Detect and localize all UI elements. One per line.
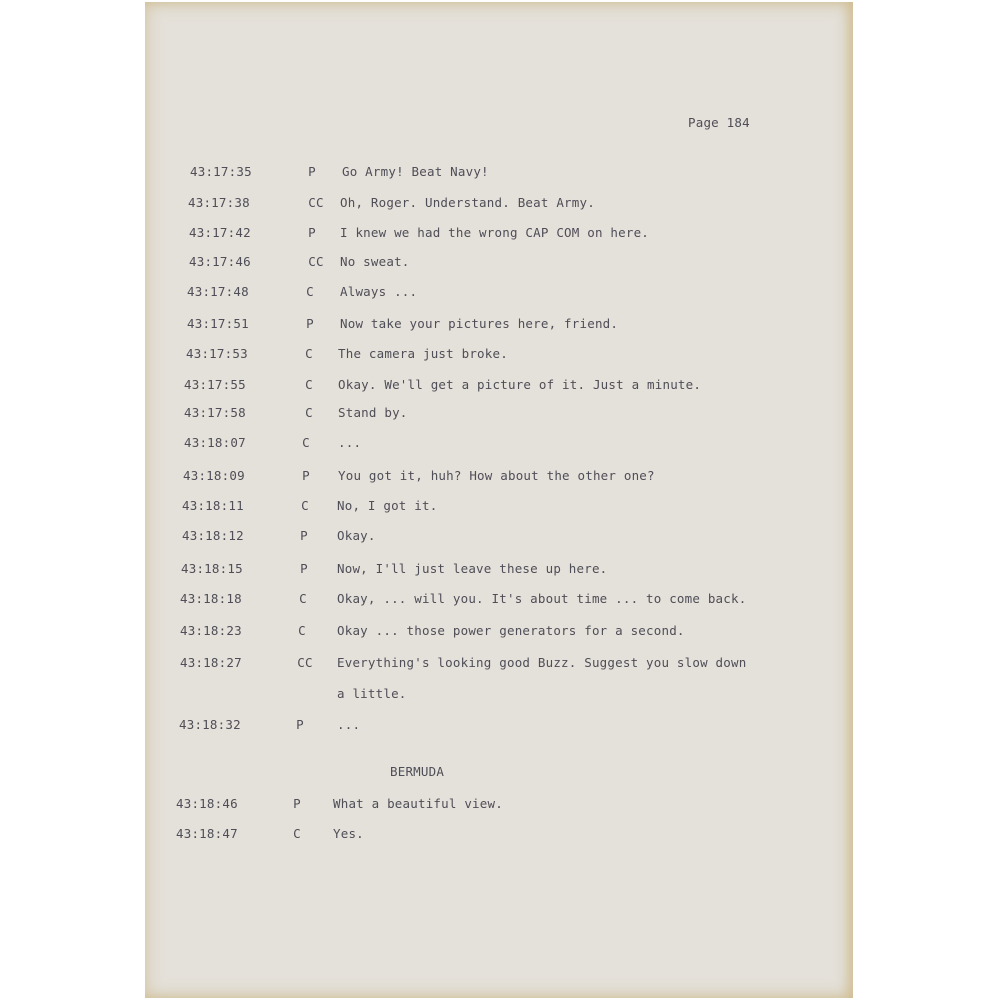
section-heading: BERMUDA — [390, 764, 445, 779]
entry-time: 43:18:46 — [176, 796, 238, 811]
entry-text: ... — [338, 435, 362, 450]
entry-text: Okay. We'll get a picture of it. Just a minute. — [338, 377, 702, 392]
entry-text: I knew we had the wrong CAP COM on here. — [340, 225, 650, 240]
entry-speaker: P — [308, 164, 316, 179]
entry-speaker: C — [305, 377, 313, 392]
entry-time: 43:18:15 — [181, 561, 243, 576]
entry-text: Stand by. — [338, 405, 408, 420]
entry-speaker: P — [296, 717, 304, 732]
entry-text: Okay. — [337, 528, 376, 543]
entry-speaker: P — [300, 528, 308, 543]
entry-speaker: C — [298, 623, 306, 638]
entry-time: 43:17:35 — [190, 164, 252, 179]
entry-speaker: P — [306, 316, 314, 331]
entry-speaker: P — [293, 796, 301, 811]
page-number: Page 184 — [688, 115, 750, 130]
entry-text: Everything's looking good Buzz. Suggest you slow down — [337, 655, 747, 670]
entry-speaker: C — [299, 591, 307, 606]
entry-text: ... — [337, 717, 361, 732]
entry-text: Oh, Roger. Understand. Beat Army. — [340, 195, 595, 210]
entry-time: 43:18:47 — [176, 826, 238, 841]
entry-time: 43:17:42 — [189, 225, 251, 240]
entry-text: Go Army! Beat Navy! — [342, 164, 489, 179]
entry-speaker: P — [308, 225, 316, 240]
entry-speaker: C — [293, 826, 301, 841]
entry-text: The camera just broke. — [338, 346, 508, 361]
entry-text: Okay ... those power generators for a second. — [337, 623, 685, 638]
entry-speaker: P — [302, 468, 310, 483]
entry-text: Now take your pictures here, friend. — [340, 316, 619, 331]
entry-text: Yes. — [333, 826, 364, 841]
entry-time: 43:17:48 — [187, 284, 249, 299]
entry-text: No sweat. — [340, 254, 410, 269]
entry-time: 43:17:51 — [187, 316, 249, 331]
entry-time: 43:17:46 — [189, 254, 251, 269]
entry-speaker: C — [305, 346, 313, 361]
entry-speaker: C — [302, 435, 310, 450]
entry-text: Always ... — [340, 284, 418, 299]
entry-time: 43:18:12 — [182, 528, 244, 543]
entry-time: 43:18:18 — [180, 591, 242, 606]
entry-time: 43:17:53 — [186, 346, 248, 361]
entry-time: 43:18:23 — [180, 623, 242, 638]
entry-time: 43:18:07 — [184, 435, 246, 450]
entry-time: 43:18:27 — [180, 655, 242, 670]
entry-text: Now, I'll just leave these up here. — [337, 561, 608, 576]
entry-time: 43:17:38 — [188, 195, 250, 210]
entry-time: 43:18:32 — [179, 717, 241, 732]
transcript-page — [145, 2, 853, 998]
entry-time: 43:17:55 — [184, 377, 246, 392]
entry-continuation: a little. — [337, 686, 407, 701]
entry-text: You got it, huh? How about the other one? — [338, 468, 655, 483]
entry-text: No, I got it. — [337, 498, 438, 513]
entry-time: 43:17:58 — [184, 405, 246, 420]
entry-text: What a beautiful view. — [333, 796, 503, 811]
entry-speaker: CC — [308, 254, 324, 269]
entry-speaker: C — [301, 498, 309, 513]
entry-speaker: C — [305, 405, 313, 420]
entry-speaker: C — [306, 284, 314, 299]
entry-speaker: CC — [308, 195, 324, 210]
entry-time: 43:18:11 — [182, 498, 244, 513]
entry-speaker: P — [300, 561, 308, 576]
entry-text: Okay, ... will you. It's about time ... to come back. — [337, 591, 747, 606]
entry-speaker: CC — [297, 655, 313, 670]
entry-time: 43:18:09 — [183, 468, 245, 483]
